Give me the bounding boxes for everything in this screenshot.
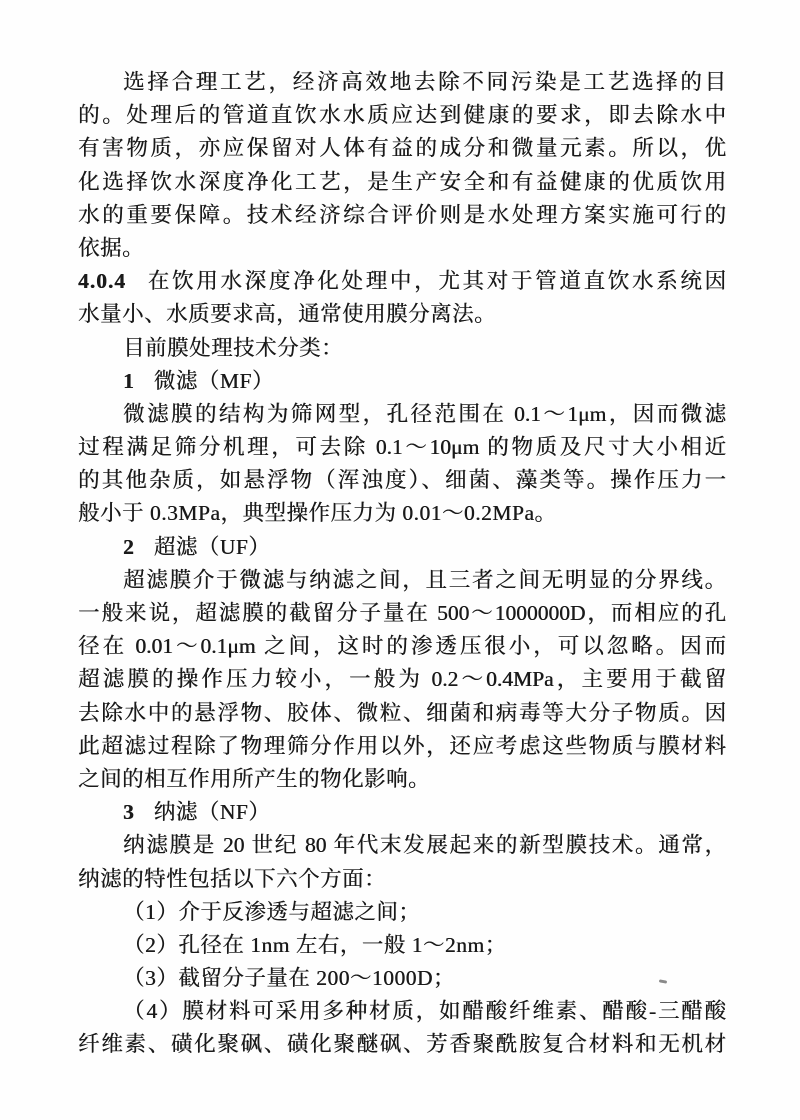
nanofiltration-feature-4-line-2: 纤维素、磺化聚砜、磺化聚醚砜、芳香聚酰胺复合材料和无机材 — [78, 1032, 726, 1057]
nanofiltration-feature-1: （1）介于反渗透与超滤之间； — [123, 899, 421, 924]
item-title: 微滤（MF） — [153, 368, 274, 393]
ultrafiltration-line-7: 之间的相互作用所产生的物化影响。 — [78, 766, 431, 791]
nanofiltration-feature-4-line-1: （4）膜材料可采用多种材质，如醋酸纤维素、醋酸-三醋酸 — [123, 999, 726, 1024]
paragraph-intro-line-6: 依据。 — [78, 235, 145, 260]
nanofiltration-line-1: 纳滤膜是 20 世纪 80 年代末发展起来的新型膜技术。通常， — [123, 833, 726, 858]
item-title: 纳滤（NF） — [153, 800, 271, 825]
microfiltration-line-2: 过程满足筛分机理，可去除 0.1～10μm 的物质及尺寸大小相近 — [78, 435, 726, 460]
item-3-nanofiltration-heading — [78, 796, 726, 829]
paragraph-intro-line-5: 水的重要保障。技术经济综合评价则是水处理方案实施可行的 — [78, 202, 726, 227]
paragraph-intro-line-3: 有害物质，亦应保留对人体有益的成分和微量元素。所以，优 — [78, 136, 726, 161]
section-number: 4.0.4 — [78, 269, 126, 294]
item-number: 1 — [123, 368, 135, 393]
text-block — [78, 66, 726, 1062]
paragraph-intro-line-1: 选择合理工艺，经济高效地去除不同污染是工艺选择的目 — [123, 70, 726, 94]
section-text: 在饮用水深度净化处理中，尤其对于管道直饮水系统因 — [145, 269, 726, 294]
paragraph-intro-line-2: 的。处理后的管道直饮水水质应达到健康的要求，即去除水中 — [78, 103, 726, 128]
nanofiltration-feature-3: （3）截留分子量在 200～1000D； — [123, 966, 455, 991]
item-2-ultrafiltration-heading — [78, 531, 726, 564]
nanofiltration-feature-2: （2）孔径在 1nm 左右，一般 1～2nm； — [123, 932, 507, 957]
section-4-0-4-line-1 — [78, 265, 726, 298]
ultrafiltration-line-3: 径在 0.01～0.1μm 之间，这时的渗透压很小，可以忽略。因而 — [78, 634, 726, 659]
section-4-0-4-line-2: 水量小、水质要求高，通常使用膜分离法。 — [78, 302, 497, 327]
item-title: 超滤（UF） — [153, 534, 271, 559]
paragraph-intro-line-4: 化选择饮水深度净化工艺，是生产安全和有益健康的优质饮用 — [78, 169, 726, 194]
item-number: 2 — [123, 534, 135, 559]
item-1-microfiltration-heading — [78, 365, 726, 398]
ultrafiltration-line-6: 此超滤过程除了物理筛分作用以外，还应考虑这些物质与膜材料 — [78, 733, 726, 758]
membrane-classification-heading: 目前膜处理技术分类： — [123, 335, 344, 360]
ultrafiltration-line-1: 超滤膜介于微滤与纳滤之间，且三者之间无明显的分界线。 — [123, 567, 726, 592]
ultrafiltration-line-2: 一般来说，超滤膜的截留分子量在 500～1000000D，而相应的孔 — [78, 601, 726, 625]
nanofiltration-line-2: 纳滤的特性包括以下六个方面： — [78, 866, 387, 891]
microfiltration-line-1: 微滤膜的结构为筛网型，孔径范围在 0.1～1μm，因而微滤 — [123, 401, 726, 426]
item-number: 3 — [123, 800, 135, 825]
ultrafiltration-line-5: 去除水中的悬浮物、胶体、微粒、细菌和病毒等大分子物质。因 — [78, 700, 726, 725]
microfiltration-line-3: 的其他杂质，如悬浮物（浑浊度）、细菌、藻类等。操作压力一 — [78, 468, 726, 493]
microfiltration-line-4: 般小于 0.3MPa，典型操作压力为 0.01～0.2MPa。 — [78, 501, 557, 526]
ultrafiltration-line-4: 超滤膜的操作压力较小，一般为 0.2～0.4MPa，主要用于截留 — [78, 667, 726, 692]
